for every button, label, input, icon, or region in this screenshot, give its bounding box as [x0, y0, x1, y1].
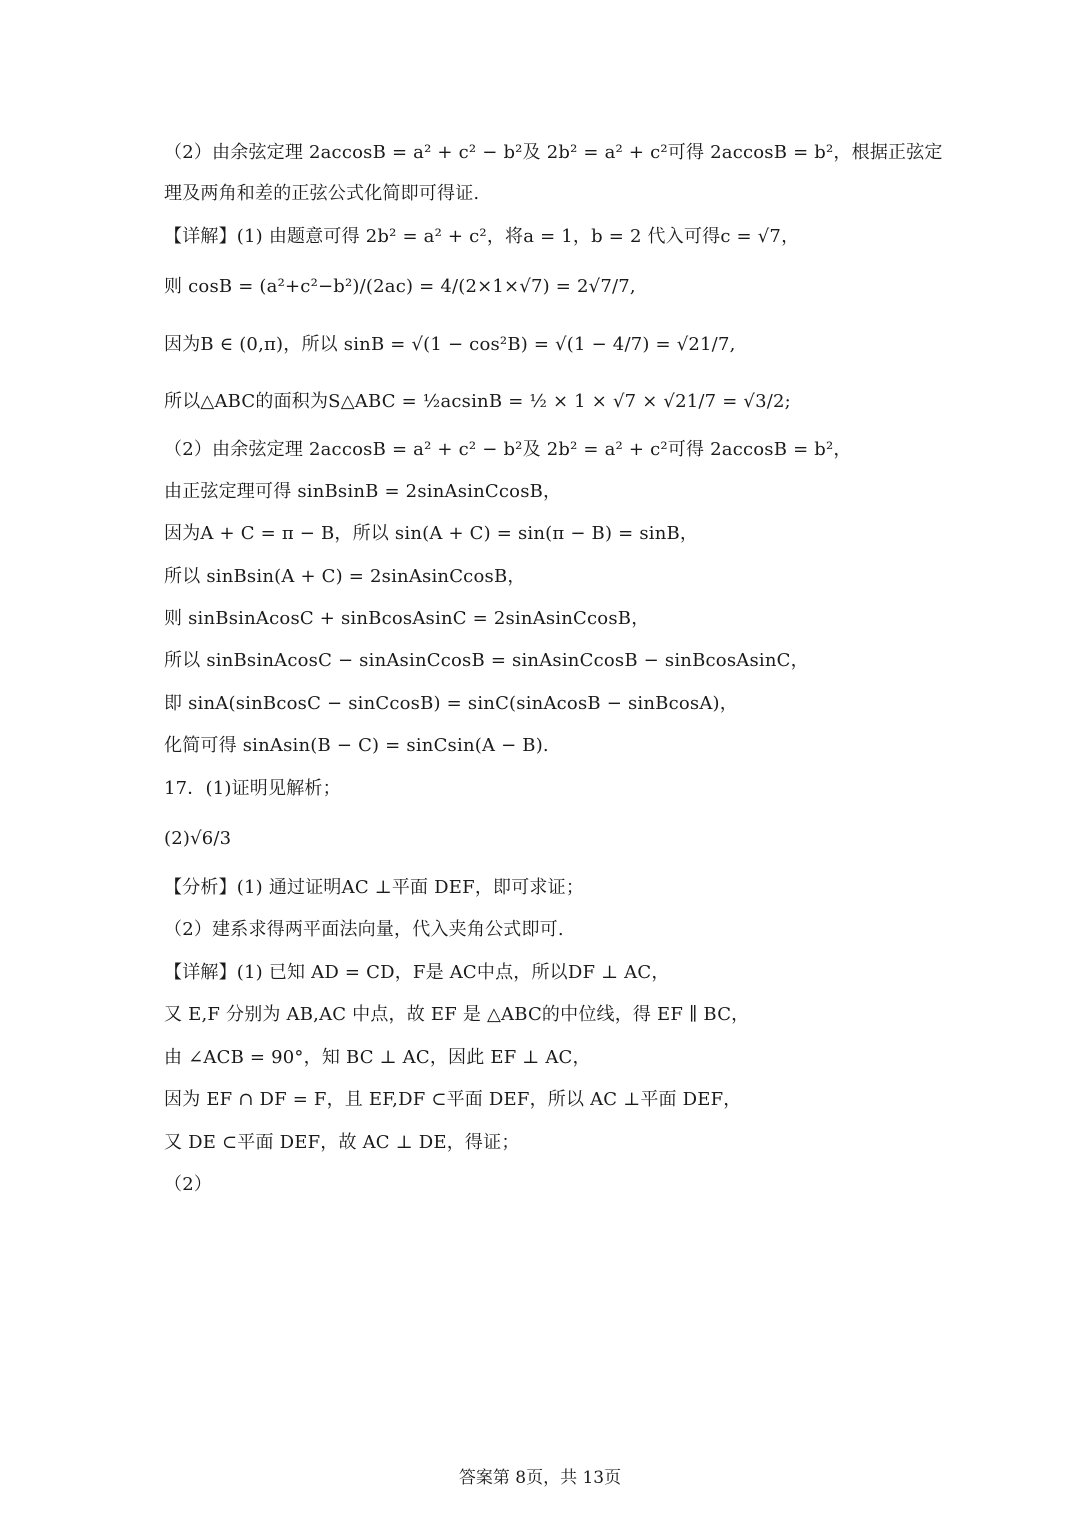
detail-line: 【详解】(1) 已知 AD = CD，F是 AC中点，所以DF ⊥ AC， [164, 962, 670, 983]
text-line: （2） [164, 1174, 213, 1195]
text-line: 因为B ∈ (0,π)，所以 sinB = √(1 − cos²B) = √(1 − 4/7) = √21/7, [164, 334, 736, 355]
answer-part-2-line: (2)√6/3 [164, 828, 232, 849]
text-line: 理及两角和差的正弦公式化简即可得证. [164, 183, 480, 204]
text-line: 所以 sinBsinAcosC − sinAsinCcosB = sinAsinCcosB − sinBcosAsinC， [164, 650, 809, 671]
text-line: 因为A + C = π − B，所以 sin(A + C) = sin(π − B) = sinB， [164, 523, 699, 544]
text-line: 即 sinA(sinBcosC − sinCcosB) = sinC(sinAcosB − sinBcosA)， [164, 693, 738, 714]
text-line: 则 cosB = (a²+c²−b²)/(2ac) = 4/(2×1×√7) = 2√7/7, [164, 276, 636, 297]
text-line: 又 DE ⊂平面 DEF，故 AC ⊥ DE，得证； [164, 1132, 520, 1153]
text-line: 由 ∠ACB = 90°，知 BC ⊥ AC，因此 EF ⊥ AC， [164, 1047, 591, 1068]
question-number-line: 17．(1)证明见解析； [164, 778, 341, 799]
text-line: 因为 EF ∩ DF = F，且 EF,DF ⊂平面 DEF，所以 AC ⊥平面 DEF， [164, 1089, 742, 1110]
text-line: 又 E,F 分别为 AB,AC 中点，故 EF 是 △ABC的中位线，得 EF ∥ BC， [164, 1004, 750, 1025]
page-footer: 答案第 8页，共 13页 [458, 1468, 622, 1488]
text-line: 所以△ABC的面积为S△ABC = ½acsinB = ½ × 1 × √7 × √21/7 = √3/2; [164, 391, 791, 412]
text-line: 由正弦定理可得 sinBsinB = 2sinAsinCcosB， [164, 481, 562, 502]
text-line: （2）建系求得两平面法向量，代入夹角公式即可. [164, 919, 564, 940]
text-line: 则 sinBsinAcosC + sinBcosAsinC = 2sinAsinCcosB， [164, 608, 650, 629]
text-line: 化简可得 sinAsin(B − C) = sinCsin(A − B). [164, 735, 549, 756]
analysis-line: 【分析】(1) 通过证明AC ⊥平面 DEF，即可求证； [164, 877, 585, 898]
text-line: （2）由余弦定理 2accosB = a² + c² − b²及 2b² = a² + c²可得 2accosB = b²，根据正弦定 [164, 142, 943, 163]
text-line: 所以 sinBsin(A + C) = 2sinAsinCcosB， [164, 566, 526, 587]
text-line: 【详解】(1) 由题意可得 2b² = a² + c²，将a = 1，b = 2 代入可得c = √7， [164, 226, 800, 247]
text-line: （2）由余弦定理 2accosB = a² + c² − b²及 2b² = a² + c²可得 2accosB = b²， [164, 439, 852, 460]
